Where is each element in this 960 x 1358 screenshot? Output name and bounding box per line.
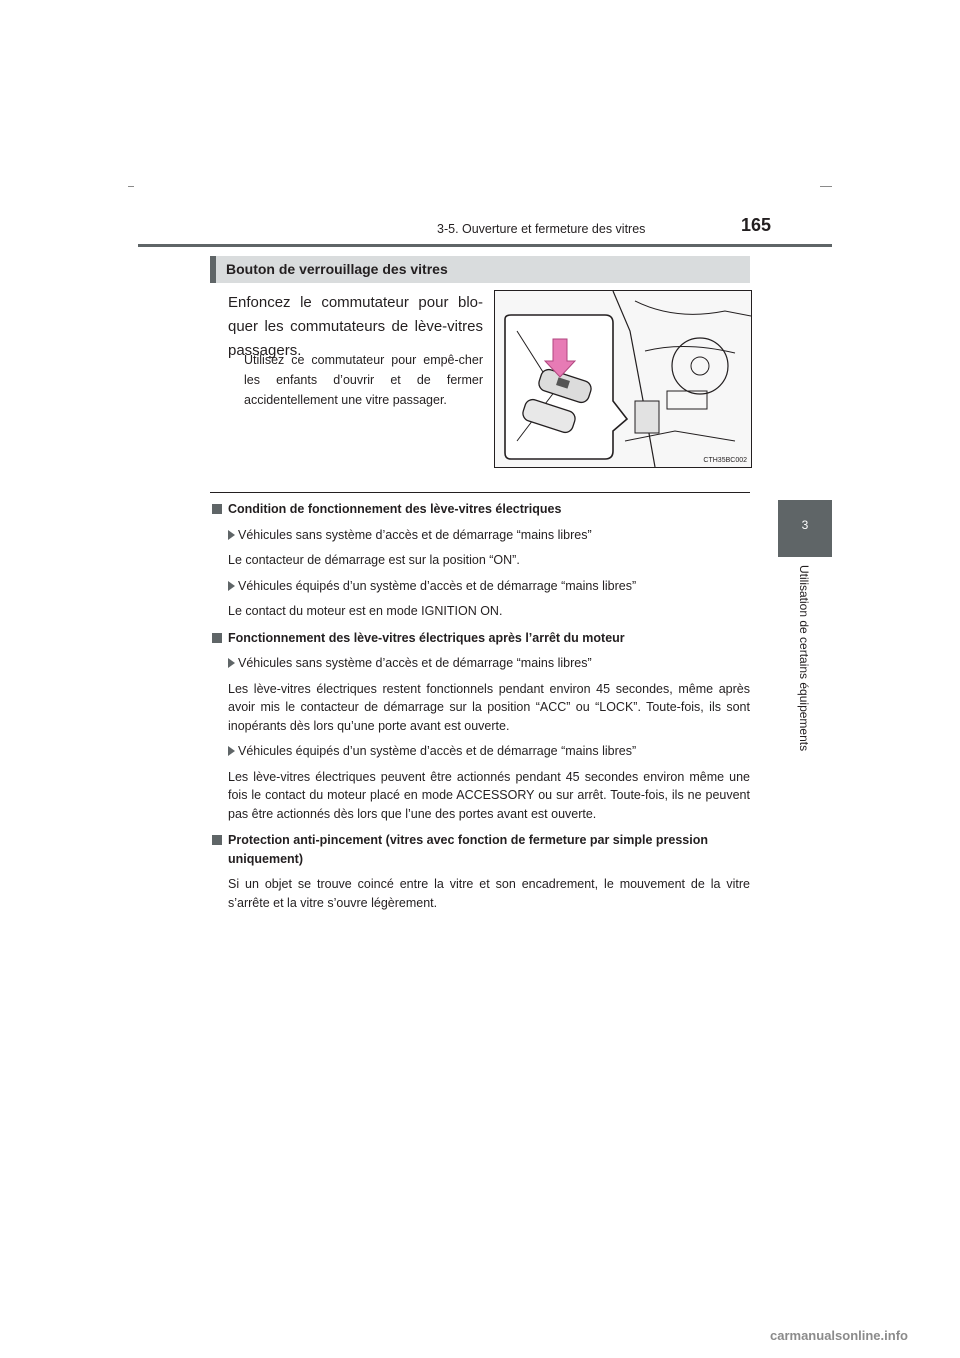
window-lock-illustration: [494, 290, 752, 468]
vehicle-variant: [212, 526, 750, 545]
square-bullet-icon: [212, 504, 222, 514]
vehicle-variant: [212, 577, 750, 596]
topics-block: [212, 500, 750, 912]
header-rule: [210, 244, 832, 247]
section-accent: [210, 256, 216, 283]
triangle-bullet-icon: [228, 746, 235, 756]
topic-heading: [212, 629, 750, 648]
vehicle-variant-text: Véhicules sans système d’accès et de démarrage “mains libres”: [238, 527, 592, 542]
topic-heading: [212, 500, 750, 519]
crop-mark-right: [820, 186, 832, 187]
section-header: [210, 256, 750, 283]
topic-paragraph: Si un objet se trouve coincé entre la vitre et son encadrement, le mouvement de la vitre s’arrête et la vitre s’ouvre légèrement.: [228, 877, 750, 910]
square-bullet-icon: [212, 633, 222, 643]
vehicle-variant-text: Véhicules sans système d’accès et de démarrage “mains libres”: [238, 656, 592, 670]
topic-heading-text: Protection anti-pincement (vitres avec fonction de fermeture par simple pression uniquement): [228, 833, 708, 866]
figure-code: CTH35BC002: [703, 457, 747, 464]
page-title: 3-5. Ouverture et fermeture des vitres: [437, 222, 646, 236]
topic-paragraph: Le contacteur de démarrage est sur la position “ON”.: [228, 553, 520, 567]
chapter-number: 3: [801, 518, 809, 532]
vehicle-variant: [212, 654, 750, 673]
topic-paragraph: Le contact du moteur est en mode IGNITION ON.: [228, 604, 503, 618]
triangle-bullet-icon: [228, 530, 235, 540]
section-intro: Enfoncez le commutateur pour blo-quer les commutateurs de lève-vitres passagers.: [228, 294, 483, 359]
triangle-bullet-icon: [228, 658, 235, 668]
door-panel-drawing: [495, 291, 751, 467]
vehicle-variant-text: Véhicules équipés d’un système d’accès et de démarrage “mains libres”: [238, 578, 637, 593]
header-rule-left: [138, 244, 210, 247]
watermark: carmanualsonline.info: [770, 1328, 908, 1343]
section-note: Utilisez ce commutateur pour empê-cher les enfants d’ouvrir et de fermer accidentellement une vitre passager.: [244, 353, 483, 407]
vehicle-variant-text: Véhicules équipés d’un système d’accès et de démarrage “mains libres”: [238, 744, 637, 758]
topic-paragraph: Les lève-vitres électriques restent fonctionnels pendant environ 45 secondes, même après avoir mis le contacteur de démarrage sur la position “ACC” ou “LOCK”. Toute-fois, ils sont inopérants dès lors qu’une porte avant est ouverte.: [228, 681, 750, 733]
section-divider: [210, 492, 750, 493]
triangle-bullet-icon: [228, 581, 235, 591]
page-number: 165: [741, 215, 772, 235]
topic-paragraph: Les lève-vitres électriques peuvent être actionnés pendant 45 secondes environ même une fois le contact du moteur placé en mode ACCESSORY ou sur arrêt. Toute-fois, ils ne peuvent pas être actionnés dès lors que l’une des portes avant est ouverte.: [228, 769, 750, 821]
square-bullet-icon: [212, 835, 222, 845]
topic-heading-text: Condition de fonctionnement des lève-vitres électriques: [228, 502, 562, 516]
vehicle-variant: [212, 742, 750, 761]
crop-mark-left: [128, 186, 134, 187]
section-title: Bouton de verrouillage des vitres: [226, 261, 448, 277]
topic-heading: [212, 831, 750, 868]
topic-heading-text: Fonctionnement des lève-vitres électriques après l’arrêt du moteur: [228, 630, 625, 645]
chapter-title: Utilisation de certains équipements: [797, 565, 811, 752]
